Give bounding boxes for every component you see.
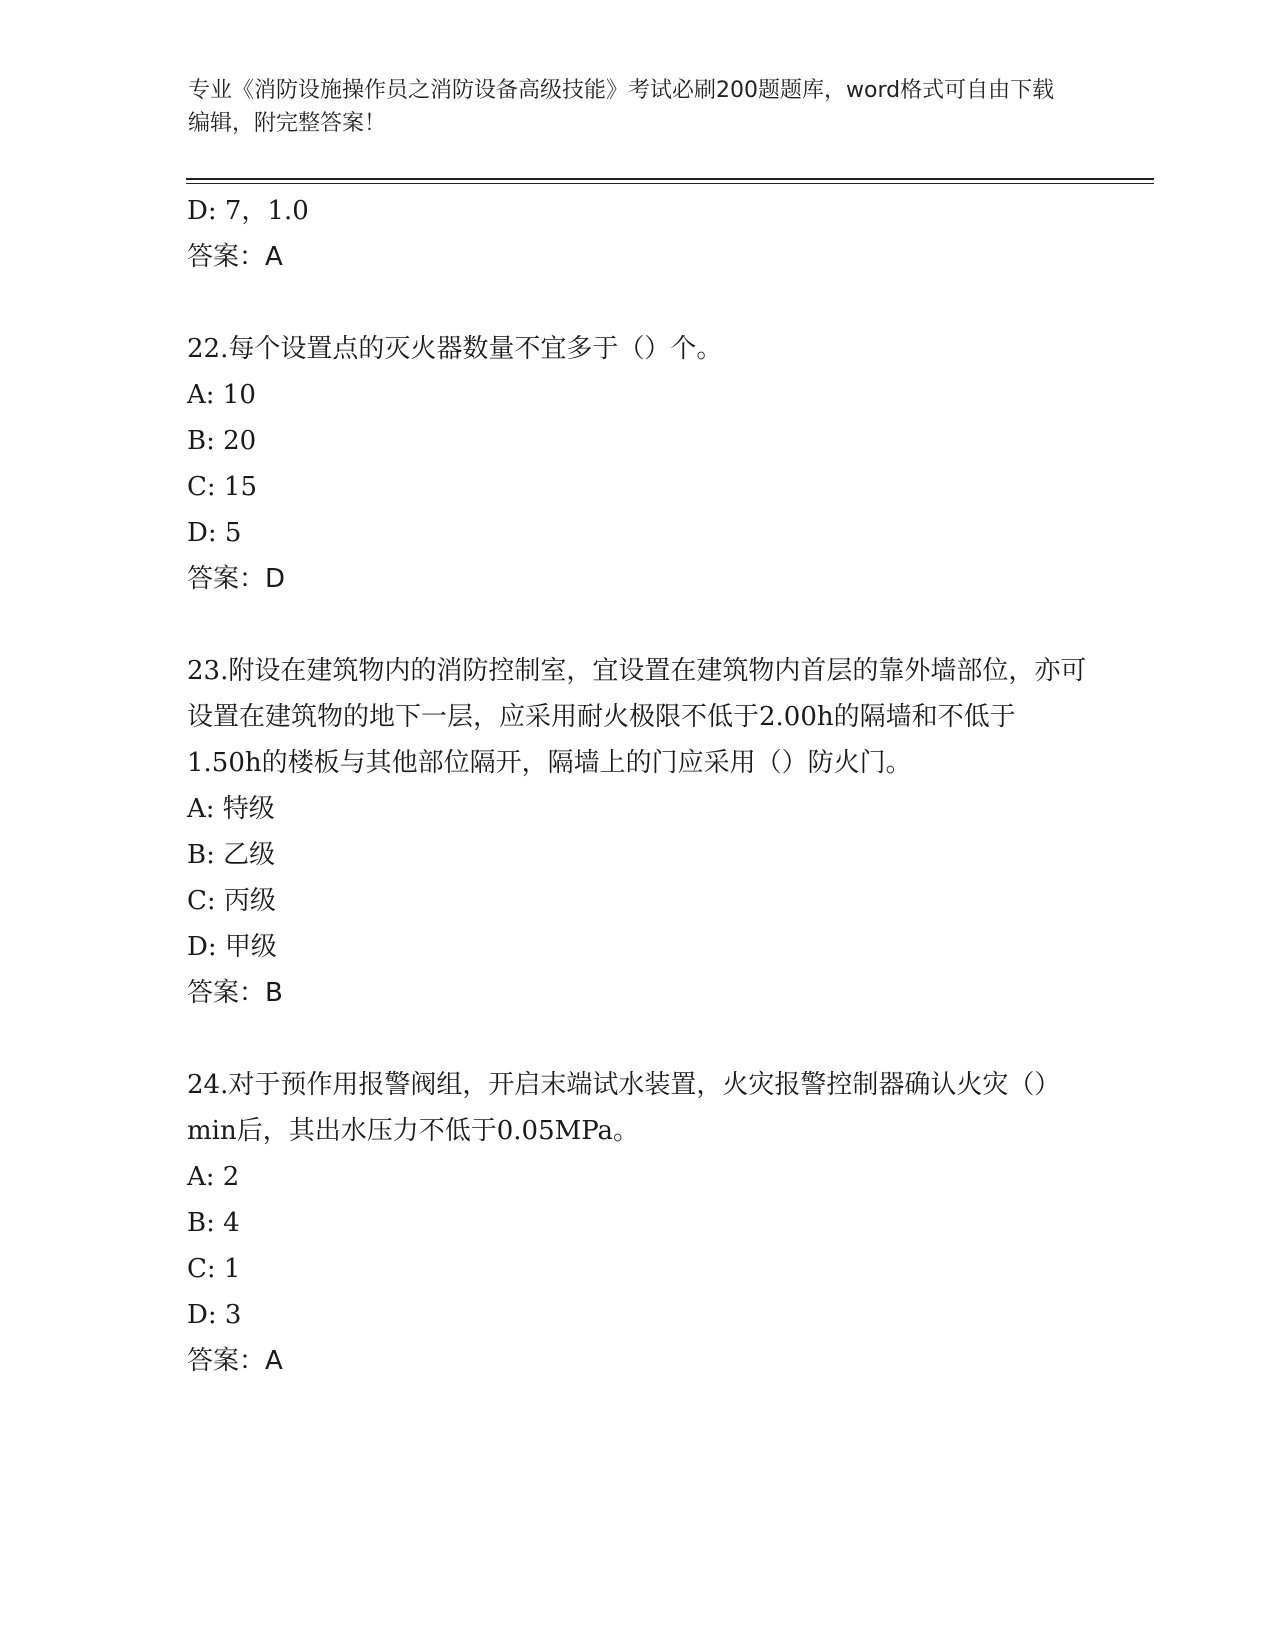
- prev-answer: 答案：A: [187, 242, 283, 272]
- question-list: [187, 188, 1087, 1384]
- question-22: [187, 326, 1087, 602]
- question-text: 22.每个设置点的灭火器数量不宜多于（）个。: [187, 334, 723, 364]
- spacer: [187, 602, 1087, 648]
- option-a: A: 2: [187, 1162, 240, 1192]
- option-a: A: 10: [187, 380, 256, 410]
- option-c: C: 15: [187, 472, 258, 502]
- option-c: C: 1: [187, 1254, 241, 1284]
- option-d: D: 3: [187, 1300, 242, 1330]
- option-a: A: 特级: [187, 794, 275, 824]
- spacer: [187, 1016, 1087, 1062]
- option-d: D: 5: [187, 518, 242, 548]
- option-b: B: 4: [187, 1208, 240, 1238]
- answer: 答案：D: [187, 564, 286, 594]
- option-b: B: 20: [187, 426, 257, 456]
- option-d: D: 甲级: [187, 932, 277, 962]
- spacer: [187, 280, 1087, 326]
- option-c: C: 丙级: [187, 886, 276, 916]
- question-24: [187, 1062, 1087, 1384]
- question-text: 24.对于预作用报警阀组，开启末端试水装置，火灾报警控制器确认火灾（）min后，其出水压力不低于0.05MPa。: [187, 1070, 1061, 1146]
- answer: 答案：A: [187, 1346, 283, 1376]
- header-rule-thick: [186, 178, 1154, 180]
- prev-option-d: D: 7，1.0: [187, 196, 309, 226]
- answer: 答案：B: [187, 978, 283, 1008]
- document-header: 专业《消防设施操作员之消防设备高级技能》考试必刷200题题库，word格式可自由下载编辑，附完整答案！: [188, 78, 1055, 136]
- question-23: [187, 648, 1087, 1016]
- option-b: B: 乙级: [187, 840, 276, 870]
- question-text: 23.附设在建筑物内的消防控制室，宜设置在建筑物内首层的靠外墙部位，亦可设置在建筑物的地下一层，应采用耐火极限不低于2.00h的隔墙和不低于1.50h的楼板与其他部位隔开，隔墙上的门应采用（）防火门。: [187, 656, 1087, 778]
- header-rule-thin: [186, 183, 1154, 184]
